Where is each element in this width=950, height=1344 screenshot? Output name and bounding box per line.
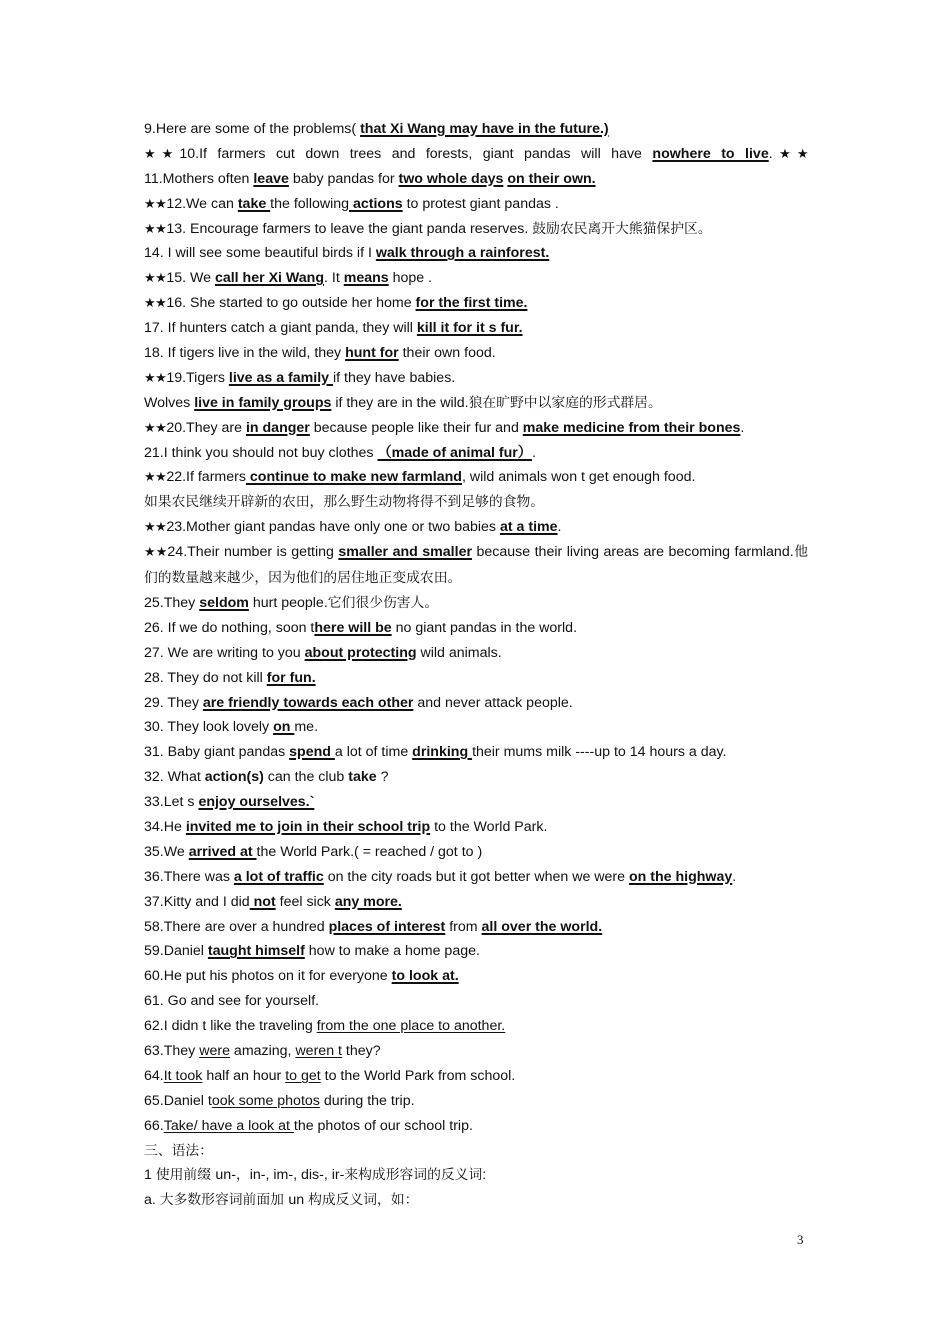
underlined-answer: taught himself — [207, 943, 305, 960]
underlined-answer: smaller and smaller — [338, 544, 472, 561]
underlined-answer: take — [237, 195, 271, 212]
text-segment: 64. — [144, 1067, 164, 1084]
underlined-answer: live in family groups — [194, 394, 332, 411]
text-segment: feel sick — [275, 893, 335, 910]
underlined-answer: not — [249, 893, 276, 910]
text-line — [144, 217, 808, 242]
text-line — [144, 465, 808, 490]
text-segment: Wolves — [144, 394, 195, 411]
star-icon: ★★ — [144, 296, 167, 312]
text-line — [144, 366, 808, 391]
underlined-answer: hunt for — [345, 345, 399, 362]
underlined-answer: on their own. — [507, 170, 596, 187]
text-segment: 11.Mothers often — [144, 170, 254, 187]
text-segment: 59.Daniel — [144, 943, 208, 960]
text-segment: 21.I think you should not buy clothes — [144, 444, 378, 461]
bold-text: take — [348, 769, 377, 786]
text-line — [144, 1064, 808, 1089]
text-segment: if they have babies. — [332, 369, 456, 386]
text-line — [144, 515, 808, 540]
chinese-text: 狼在旷野中以家庭的形式群居。 — [468, 394, 662, 411]
text-segment: ? — [376, 769, 389, 786]
text-line — [144, 167, 808, 192]
text-segment: un- — [215, 1167, 236, 1184]
text-segment: . — [557, 519, 562, 536]
text-segment: can the club — [263, 769, 349, 786]
underlined-answer: spend — [289, 744, 335, 761]
text-line — [144, 939, 808, 964]
text-line — [144, 790, 808, 815]
text-segment: 62.I didn t like the traveling — [144, 1018, 317, 1035]
text-segment: 34.He — [144, 818, 186, 835]
text-line — [144, 815, 808, 840]
text-line — [144, 840, 808, 865]
underlined-answer: a lot of traffic — [233, 868, 324, 885]
text-line — [144, 117, 808, 142]
text-segment: to the World Park from school. — [320, 1067, 516, 1084]
underlined-answer: walk through a rainforest. — [375, 245, 550, 262]
text-segment: 28. They do not kill — [144, 669, 267, 686]
text-segment: 37.Kitty and I did — [144, 893, 250, 910]
underlined-answer: arrived at — [188, 843, 257, 860]
text-segment: the World Park.( = reached / got to ) — [256, 843, 483, 860]
text-segment: 27. We are writing to you — [144, 644, 305, 661]
text-line — [144, 291, 808, 316]
text-segment: . — [531, 444, 536, 461]
text-segment: me. — [294, 719, 319, 736]
text-segment: 58.There are over a hundred — [144, 918, 329, 935]
text-segment: to the World Park. — [430, 818, 548, 835]
underlined-phrase: were — [199, 1042, 230, 1059]
underlined-phrase: weren t — [295, 1042, 342, 1059]
text-segment: wild animals. — [416, 644, 502, 661]
text-segment: 1 — [144, 1167, 156, 1184]
underlined-answer: leave — [253, 170, 289, 187]
text-segment: the photos of our school trip. — [293, 1117, 473, 1134]
star-icon: ★★ — [144, 545, 168, 561]
text-segment: 35.We — [144, 843, 189, 860]
text-line — [144, 865, 808, 890]
text-segment: 25.They — [144, 594, 200, 611]
text-segment: hope . — [388, 270, 433, 287]
text-line — [144, 1114, 808, 1139]
underlined-answer: any more. — [334, 893, 402, 910]
text-segment: their own food. — [398, 345, 496, 362]
underlined-answer: continue to make new farmland — [245, 469, 462, 486]
text-line — [144, 890, 808, 915]
chinese-text: ， — [235, 1167, 250, 1184]
text-segment: 22.If farmers — [166, 469, 246, 486]
text-segment: 20.They are — [166, 419, 246, 436]
underlined-answer: drinking — [412, 744, 473, 761]
text-line — [144, 441, 808, 466]
text-segment: because their living areas are becoming farmland. — [471, 544, 794, 561]
text-segment: , wild animals won t get enough food. — [461, 469, 696, 486]
text-line — [144, 416, 808, 441]
chinese-text: 构成反义词，如： — [308, 1192, 419, 1209]
document-body — [144, 117, 808, 1213]
text-segment: no giant pandas in the world. — [391, 619, 578, 636]
text-segment: 26. If we do nothing, soon t — [144, 619, 315, 636]
underlined-phrase: It took — [163, 1067, 203, 1084]
underlined-answer: at a time — [499, 519, 558, 536]
text-segment: 17. If hunters catch a giant panda, they will — [144, 320, 417, 337]
text-segment: 32. What — [144, 769, 205, 786]
text-line — [144, 591, 808, 616]
underlined-answer: about protecting — [304, 644, 417, 661]
text-segment: a. — [144, 1192, 160, 1209]
text-line — [144, 241, 808, 266]
underlined-answer: in danger — [245, 419, 310, 436]
underlined-answer: means — [343, 270, 389, 287]
text-segment: from — [445, 918, 482, 935]
text-line — [144, 641, 808, 666]
text-line — [144, 192, 808, 217]
text-line — [144, 341, 808, 366]
text-segment: 36.There was — [144, 868, 234, 885]
text-segment: . — [732, 868, 737, 885]
text-line — [144, 989, 808, 1014]
text-segment: 31. Baby giant pandas — [144, 744, 290, 761]
underlined-answer: on — [273, 719, 295, 736]
star-icon: ★★ — [144, 221, 167, 237]
underlined-answer: call her Xi Wang — [214, 270, 325, 287]
underlined-phrase: to get — [285, 1067, 321, 1084]
text-segment: 16. She started to go outside her home — [166, 295, 416, 312]
star-icon: ★★ — [144, 520, 167, 536]
text-segment: 10.If farmers cut down trees and forests, giant pandas will have — [179, 145, 653, 162]
text-segment: the following — [270, 195, 350, 212]
text-line — [144, 490, 808, 515]
text-line — [144, 391, 808, 416]
underlined-phrase: Take/ have a look at — [163, 1117, 294, 1134]
text-segment: they? — [341, 1042, 381, 1059]
text-line — [144, 1014, 808, 1039]
underlined-answer: live as a family — [228, 369, 333, 386]
text-segment: 60.He put his photos on it for everyone — [144, 968, 392, 985]
text-segment: 19.Tigers — [166, 369, 229, 386]
text-line — [144, 540, 808, 591]
text-segment: to protest giant pandas . — [402, 195, 559, 212]
text-line — [144, 1163, 808, 1188]
text-line — [144, 616, 808, 641]
chinese-text: 如果农民继续开辟新的农田，那么野生动物将得不到足够的食物。 — [144, 494, 545, 511]
chinese-text: 它们很少伤害人。 — [327, 594, 439, 611]
text-line — [144, 1039, 808, 1064]
star-icon: ★★ — [144, 470, 167, 486]
chinese-text: 大多数形容词前面加 — [159, 1192, 289, 1209]
text-segment: 63.They — [144, 1042, 200, 1059]
text-line — [144, 765, 808, 790]
underlined-answer: nowhere to live — [652, 145, 769, 162]
text-segment: 33.Let s — [144, 794, 199, 811]
text-segment: 18. If tigers live in the wild, they — [144, 345, 346, 362]
text-segment: a lot of time — [334, 744, 413, 761]
underlined-answer: enjoy ourselves.` — [198, 794, 315, 811]
text-line — [144, 316, 808, 341]
star-icon: ★★ — [144, 370, 167, 386]
text-segment: during the trip. — [319, 1092, 415, 1109]
chinese-text: 来构成形容词的反义词 — [344, 1167, 483, 1184]
underlined-answer: （made of animal fur） — [377, 444, 532, 461]
underlined-answer: are friendly towards each other — [202, 694, 414, 711]
underlined-answer: two whole days — [398, 170, 504, 187]
chinese-text: 鼓励农民离开大熊猫保护区。 — [532, 220, 712, 237]
text-line — [144, 1139, 808, 1164]
text-segment: on the city roads but it got better when we were — [323, 868, 629, 885]
bold-text: action(s) — [204, 769, 264, 786]
text-segment: : — [482, 1167, 487, 1184]
underlined-answer: places of interest — [328, 918, 446, 935]
text-line — [144, 1089, 808, 1114]
text-segment: 15. We — [166, 270, 215, 287]
text-line — [144, 715, 808, 740]
underlined-answer: on the highway — [628, 868, 733, 885]
text-segment: 29. They — [144, 694, 203, 711]
text-segment: their mums milk ----up to 14 hours a day. — [472, 744, 727, 761]
text-segment: hurt people. — [248, 594, 328, 611]
underlined-answer: all over the world. — [481, 918, 603, 935]
text-line — [144, 142, 808, 167]
text-line — [144, 740, 808, 765]
text-segment: 65.Daniel t — [144, 1092, 212, 1109]
text-segment: 24.Their number is getting — [167, 544, 339, 561]
text-segment: un — [288, 1192, 309, 1209]
text-segment: 14. I will see some beautiful birds if I — [144, 245, 376, 262]
star-icon: ★★ — [772, 146, 809, 162]
underlined-phrase: ook some photos — [211, 1092, 320, 1109]
text-segment: amazing, — [229, 1042, 296, 1059]
text-segment: 66. — [144, 1117, 164, 1134]
underlined-answer: that Xi Wang may have in the future.) — [360, 121, 609, 137]
text-line — [144, 266, 808, 291]
text-segment: 9.Here are some of the problems( — [144, 121, 361, 137]
text-line — [144, 1188, 808, 1213]
text-line — [144, 666, 808, 691]
chinese-text: 他们的数量越来越少，因为他们的居住地正变成农田。 — [144, 544, 809, 587]
text-line — [144, 691, 808, 716]
underlined-answer: to look at. — [391, 968, 459, 985]
star-icon: ★★ — [144, 420, 167, 436]
text-segment: . — [740, 419, 745, 436]
text-segment: baby pandas for — [288, 170, 399, 187]
underlined-answer: kill it for it s fur. — [416, 320, 523, 337]
text-segment: 61. Go and see for yourself. — [144, 993, 320, 1010]
underlined-answer: make medicine from their bones — [522, 419, 741, 436]
text-line — [144, 964, 808, 989]
text-segment: . — [768, 145, 773, 162]
text-segment: 12.We can — [166, 195, 238, 212]
text-segment: and never attack people. — [413, 694, 573, 711]
chinese-text: 使用前缀 — [155, 1167, 216, 1184]
text-segment: 30. They look lovely — [144, 719, 274, 736]
page-number: 3 — [797, 1232, 804, 1247]
text-segment: how to make a home page. — [304, 943, 480, 960]
star-icon: ★★ — [144, 146, 180, 162]
star-icon: ★★ — [144, 196, 167, 212]
underlined-answer: invited me to join in their school trip — [185, 818, 431, 835]
text-segment: half an hour — [202, 1067, 286, 1084]
text-segment: in-, im-, dis-, ir- — [249, 1167, 345, 1184]
underlined-answer: seldom — [199, 594, 249, 611]
underlined-answer: for the first time. — [415, 295, 528, 312]
text-segment: 13. Encourage farmers to leave the giant panda reserves. — [166, 220, 533, 237]
underlined-answer: actions — [349, 195, 403, 212]
underlined-answer: for fun. — [266, 669, 316, 686]
underlined-phrase: from the one place to another. — [316, 1018, 506, 1035]
star-icon: ★★ — [144, 271, 167, 287]
text-line — [144, 915, 808, 940]
chinese-text: 三、语法： — [144, 1142, 213, 1159]
text-segment: because people like their fur and — [309, 419, 523, 436]
text-segment: if they are in the wild. — [331, 394, 469, 411]
underlined-answer: here will be — [314, 619, 392, 636]
text-segment: 23.Mother giant pandas have only one or two babies — [166, 519, 500, 536]
text-segment: . It — [324, 270, 344, 287]
